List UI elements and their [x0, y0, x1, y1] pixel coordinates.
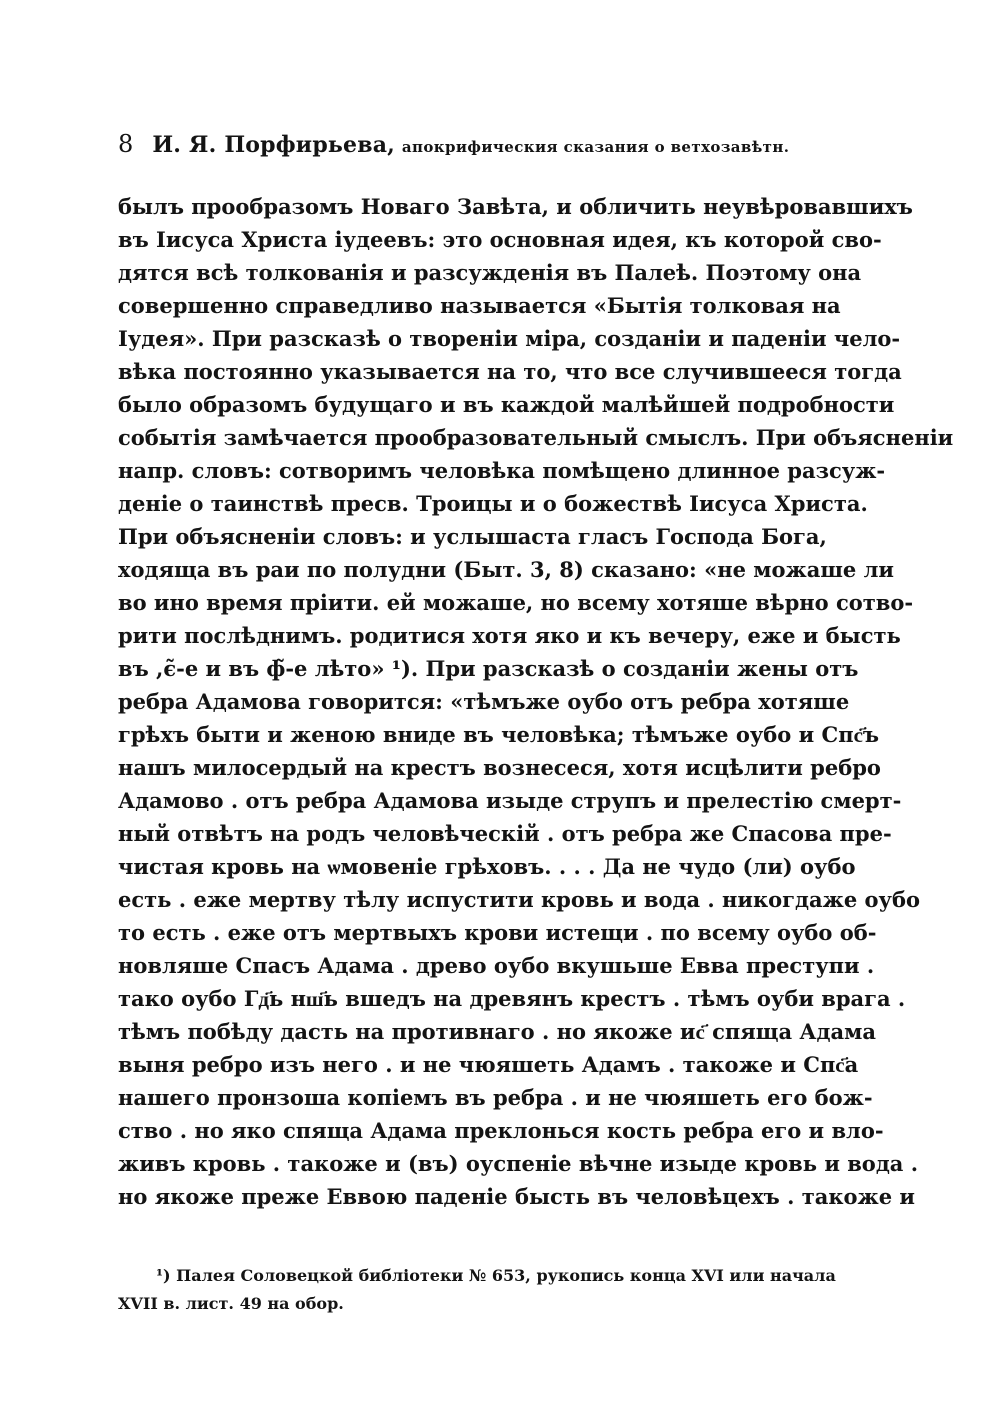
text-line: во ино время пріити. ей можаше, но всему хотяше вѣрно сотво- [118, 590, 914, 615]
running-header [118, 130, 818, 158]
text-line: вѣка постоянно указывается на то, что все случившееся тогда [118, 359, 902, 384]
text-line: ребра Адамова говорится: «тѣмъже оубо отъ ребра хотяше [118, 689, 850, 714]
text-line: деніе о таинствѣ пресв. Троицы и о божествѣ Іисуса Христа. [118, 491, 868, 516]
text-line: тако оубо Гд҃ь нш҃ь вшедъ на древянъ крестъ . тѣмъ оуби врага . [118, 986, 906, 1011]
text-line: то есть . еже отъ мертвыхъ крови истещи . по всему оубо об- [118, 920, 877, 945]
text-line: грѣхъ быти и женою вниде въ человѣка; тѣмъже оубо и Спс҃ъ [118, 722, 880, 747]
text-line: былъ прообразомъ Новаго Завѣта, и обличить неувѣровавшихъ [118, 194, 913, 219]
text-line: но якоже преже Еввою паденіе бысть въ человѣцехъ . такоже и [118, 1184, 915, 1209]
text-line: ный отвѣтъ на родъ человѣческій . отъ ребра же Спасова пре- [118, 821, 892, 846]
body-text [118, 190, 954, 1213]
text-line: нашъ милосердый на крестъ вознесеся, хотя исцѣлити ребро [118, 755, 881, 780]
text-line: ходяща въ раи по полудни (Быт. 3, 8) сказано: «не можаше ли [118, 557, 894, 582]
text-line: въ ,є̃-е и въ ф̃-е лѣто» ¹). При разсказѣ о созданіи жены отъ [118, 656, 859, 681]
text-line: напр. словъ: сотворимъ человѣка помѣщено длинное разсуж- [118, 458, 886, 483]
text-line: выня ребро изъ него . и не чюяшеть Адамъ . такоже и Спс҃а [118, 1052, 859, 1077]
footnote-line: ¹) Палея Соловецкой библіотеки № 653, рукопись конца XVI или начала [156, 1266, 836, 1285]
text-line: было образомъ будущаго и въ каждой малѣйшей подробности [118, 392, 895, 417]
text-line: ство . но яко спяща Адама преклонься кость ребра его и вло- [118, 1118, 884, 1143]
footnote [118, 1262, 836, 1318]
text-line: рити послѣднимъ. родитися хотя яко и къ вечеру, еже и бысть [118, 623, 901, 648]
header-title: апокрифическия сказания о ветхозавѣтн. [401, 138, 790, 156]
text-line: Іудея». При разсказѣ о твореніи міра, созданіи и паденіи чело- [118, 326, 901, 351]
text-line: нашего пронзоша копіемъ въ ребра . и не чюяшеть его бож- [118, 1085, 873, 1110]
text-line: живъ кровь . такоже и (въ) оуспеніе вѣчне изыде кровь и вода . [118, 1151, 919, 1176]
text-line: есть . еже мертву тѣлу испустити кровь и вода . никогдаже оубо [118, 887, 920, 912]
text-line: Адамово . отъ ребра Адамова изыде струпъ и прелестію смерт- [118, 788, 902, 813]
text-line: чистая кровь на ѡмовеніе грѣховъ. . . . Да не чудо (ли) оубо [118, 854, 856, 879]
text-line: въ Іисуса Христа іудеевъ: это основная идея, къ которой сво- [118, 227, 882, 252]
text-line: событія замѣчается прообразовательный смыслъ. При объясненіи [118, 425, 954, 450]
header-author: И. Я. Порфирьева, [152, 132, 396, 158]
text-line: тѣмъ побѣду дасть на противнаго . но якоже ис҃ спяща Адама [118, 1019, 876, 1044]
page-number: 8 [118, 130, 134, 158]
text-line: дятся всѣ толкованія и разсужденія въ Палеѣ. Поэтому она [118, 260, 862, 285]
footnote-line: XVII в. лист. 49 на обор. [118, 1294, 344, 1313]
text-line: При объясненіи словъ: и услышаста гласъ Господа Бога, [118, 524, 827, 549]
text-line: новляше Спасъ Адама . древо оубо вкушьше Евва преступи . [118, 953, 875, 978]
text-line: совершенно справедливо называется «Бытія толковая на [118, 293, 841, 318]
